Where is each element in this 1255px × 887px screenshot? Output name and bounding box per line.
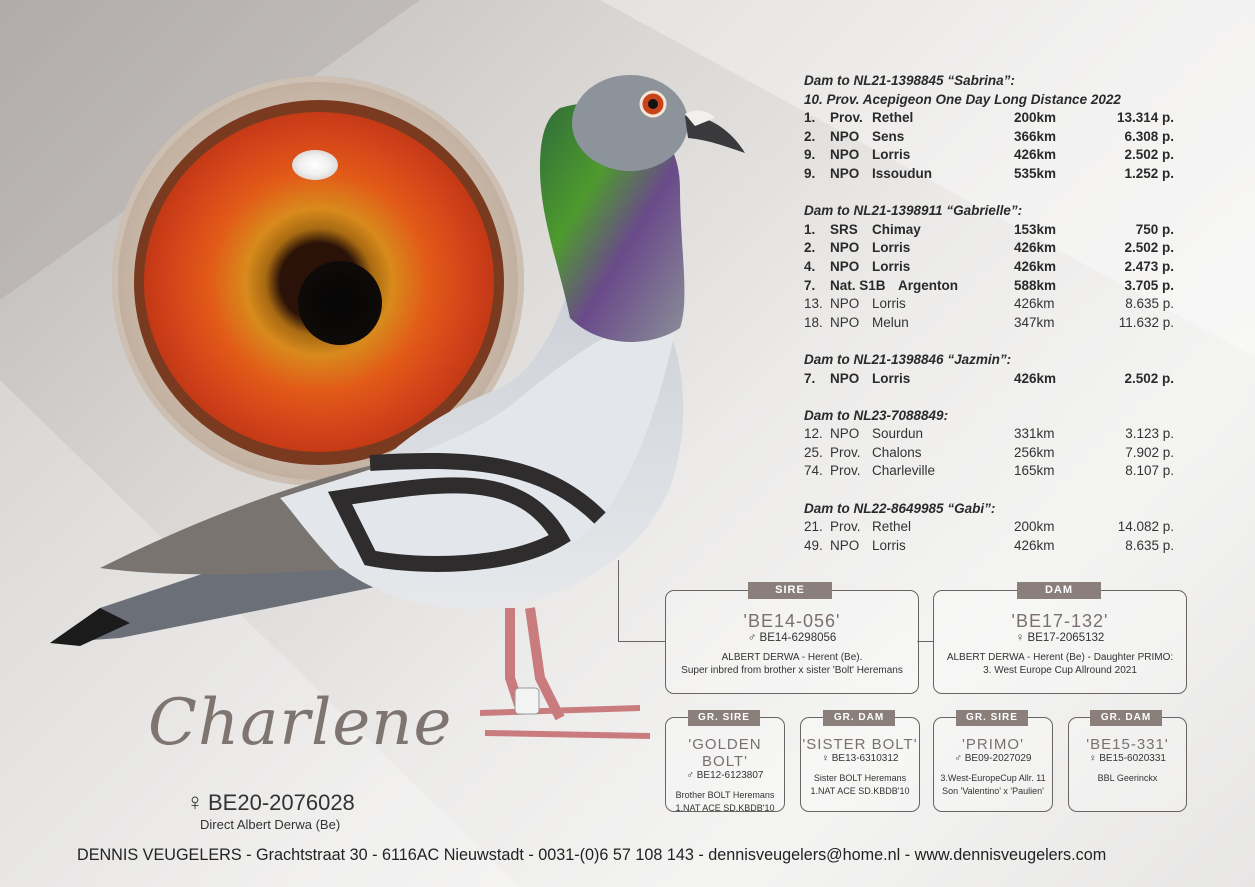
result-row [804, 239, 1184, 258]
result-group-subtitle: 10. Prov. Acepigeon One Day Long Distance 2022 [804, 91, 1121, 107]
female-symbol-icon: ♀ [821, 753, 829, 764]
male-symbol-icon: ♂ [954, 753, 962, 764]
granddam-1-box [800, 717, 920, 812]
result-place: 18. [804, 314, 823, 330]
male-symbol-icon: ♂ [686, 770, 694, 781]
grandsire-1-box [665, 717, 785, 812]
result-row [804, 109, 1184, 128]
result-class: NPO [830, 165, 860, 181]
female-symbol-icon: ♀ [186, 789, 204, 816]
dam-ring: ♀ BE17-2065132 [1015, 632, 1105, 644]
result-place: 25. [804, 444, 823, 460]
result-distance: 426km [1014, 258, 1057, 274]
result-row [804, 295, 1184, 314]
grandsire-1-desc-1: Brother BOLT Heremans [675, 790, 775, 800]
result-row [804, 518, 1184, 537]
contact-footer: DENNIS VEUGELERS - Grachtstraat 30 - 6116AC Nieuwstadt - 0031-(0)6 57 108 143 - dennisveugelers@home.nl - www.dennisveugelers.com [77, 846, 1107, 864]
result-points: 3.705 p. [1124, 277, 1174, 293]
result-points: 6.308 p. [1124, 128, 1174, 144]
result-row [804, 221, 1184, 240]
result-group-title: Dam to NL23-7088849: [804, 407, 949, 423]
result-row [804, 425, 1184, 444]
result-points: 14.082 p. [1117, 519, 1174, 535]
result-group-title: Dam to NL21-1398845 “Sabrina”: [804, 73, 1015, 88]
result-class: NPO [830, 370, 860, 386]
grandsire-1-desc-2: 1.NAT ACE SD.KBDB'10 [675, 803, 775, 813]
result-row [804, 537, 1184, 556]
result-place: 21. [804, 519, 823, 535]
pigeon-ring [186, 789, 355, 817]
result-group [804, 407, 1184, 481]
pigeon-origin: Direct Albert Derwa (Be) [200, 817, 341, 832]
results-list [804, 72, 1184, 574]
result-city: Argenton [898, 277, 958, 293]
result-row [804, 370, 1184, 389]
granddam-1-desc-1: Sister BOLT Heremans [813, 773, 907, 783]
result-city: Lorris [872, 240, 911, 256]
result-place: 4. [804, 258, 816, 274]
grandsire-1-name: 'GOLDEN BOLT' [688, 736, 762, 770]
result-distance: 426km [1014, 147, 1057, 163]
result-distance: 535km [1014, 165, 1057, 181]
result-class: NPO [830, 240, 860, 256]
grandsire-2-tag: GR. SIRE [956, 710, 1028, 726]
result-distance: 426km [1014, 240, 1057, 256]
result-city: Lorris [872, 147, 911, 163]
pigeon-ring-number: BE20-2076028 [208, 790, 355, 815]
result-place: 9. [804, 147, 816, 163]
result-points: 7.902 p. [1125, 444, 1174, 460]
result-class: SRS [830, 221, 858, 237]
result-city: Lorris [872, 370, 911, 386]
result-row [804, 444, 1184, 463]
result-place: 2. [804, 128, 816, 144]
result-distance: 347km [1014, 314, 1055, 330]
sire-name: 'BE14-056' [743, 611, 841, 631]
granddam-1-ring: ♀ BE13-6310312 [821, 753, 899, 764]
result-class: NPO [830, 296, 860, 312]
result-distance: 200km [1014, 519, 1055, 535]
result-distance: 331km [1014, 426, 1055, 442]
granddam-2-ring: ♀ BE15-6020331 [1088, 753, 1166, 764]
result-city: Chalons [872, 444, 922, 460]
result-city: Rethel [872, 519, 912, 535]
result-class: NPO [830, 314, 860, 330]
result-points: 13.314 p. [1116, 110, 1174, 126]
result-place: 74. [804, 463, 823, 479]
result-distance: 426km [1014, 537, 1055, 553]
male-symbol-icon: ♂ [747, 632, 757, 644]
result-group [804, 202, 1184, 332]
result-distance: 588km [1014, 277, 1057, 293]
granddam-2-name: 'BE15-331' [1086, 736, 1169, 753]
result-class: NPO [830, 537, 860, 553]
grandsire-2-ring: ♂ BE09-2027029 [954, 753, 1032, 764]
grandsire-2-desc-2: Son 'Valentino' x 'Paulien' [942, 786, 1044, 796]
result-distance: 426km [1014, 296, 1055, 312]
result-place: 7. [804, 370, 816, 386]
result-class: Prov. [830, 110, 863, 126]
result-distance: 426km [1014, 370, 1057, 386]
result-distance: 200km [1014, 110, 1057, 126]
dam-desc-1: ALBERT DERWA - Herent (Be) - Daughter PRIMO: [946, 652, 1174, 663]
dam-box [933, 590, 1187, 694]
dam-name: 'BE17-132' [1011, 611, 1109, 631]
granddam-1-tag: GR. DAM [823, 710, 895, 726]
result-city: Charleville [872, 463, 936, 479]
granddam-2-tag: GR. DAM [1090, 710, 1162, 726]
result-place: 49. [804, 537, 823, 553]
result-row [804, 314, 1184, 333]
result-points: 2.473 p. [1124, 258, 1174, 274]
result-group-title: Dam to NL21-1398846 “Jazmin”: [804, 351, 1012, 367]
result-row [804, 462, 1184, 481]
result-group [804, 500, 1184, 556]
granddam-2-box [1068, 717, 1187, 812]
result-points: 11.632 p. [1118, 314, 1174, 330]
result-city: Sourdun [872, 426, 924, 442]
result-group-title: Dam to NL22-8649985 “Gabi”: [804, 500, 996, 516]
result-row [804, 146, 1184, 165]
result-city: Chimay [872, 221, 921, 237]
result-place: 1. [804, 221, 816, 237]
result-row [804, 258, 1184, 277]
granddam-1-desc-2: 1.NAT ACE SD.KBDB'10 [810, 786, 910, 796]
dam-desc-2: 3. West Europe Cup Allround 2021 [983, 665, 1137, 676]
result-group [804, 351, 1184, 388]
result-points: 3.123 p. [1125, 426, 1174, 442]
result-class: Prov. [830, 444, 861, 460]
result-row [804, 165, 1184, 184]
female-symbol-icon: ♀ [1015, 632, 1025, 644]
sire-tag: SIRE [748, 582, 832, 599]
result-place: 7. [804, 277, 816, 293]
result-city: Lorris [872, 258, 911, 274]
result-distance: 256km [1014, 444, 1055, 460]
connector-line [618, 641, 665, 642]
sire-ring: ♂ BE14-6298056 [747, 632, 837, 644]
result-row [804, 128, 1184, 147]
sire-box [665, 590, 919, 694]
result-place: 1. [804, 110, 816, 126]
grandsire-1-ring: ♂ BE12-6123807 [686, 770, 764, 781]
female-symbol-icon: ♀ [1088, 753, 1097, 764]
result-class: Nat. S1B [830, 277, 886, 293]
result-class: NPO [830, 147, 860, 163]
result-points: 8.107 p. [1125, 463, 1174, 479]
result-city: Lorris [872, 537, 906, 553]
result-place: 2. [804, 240, 816, 256]
result-place: 9. [804, 165, 816, 181]
result-class: NPO [830, 426, 860, 442]
result-points: 2.502 p. [1124, 370, 1174, 386]
result-points: 1.252 p. [1124, 165, 1174, 181]
pigeon-image [40, 68, 760, 768]
dam-tag: DAM [1017, 582, 1101, 599]
result-city: Rethel [872, 110, 914, 126]
result-points: 8.635 p. [1125, 537, 1174, 553]
sire-desc-2: Super inbred from brother x sister 'Bolt' Heremans [681, 665, 903, 676]
result-city: Sens [872, 128, 905, 144]
sire-desc-1: ALBERT DERWA - Herent (Be). [721, 652, 863, 663]
result-points: 2.502 p. [1124, 240, 1174, 256]
result-distance: 366km [1014, 128, 1057, 144]
result-points: 750 p. [1135, 221, 1174, 237]
result-city: Issoudun [872, 165, 932, 181]
result-group [804, 72, 1184, 184]
result-distance: 153km [1014, 221, 1057, 237]
result-class: NPO [830, 128, 860, 144]
result-place: 13. [804, 296, 823, 312]
result-class: NPO [830, 258, 860, 274]
result-row [804, 277, 1184, 296]
result-class: Prov. [830, 519, 861, 535]
grandsire-1-tag: GR. SIRE [688, 710, 760, 726]
result-class: Prov. [830, 463, 861, 479]
connector-line [618, 560, 619, 642]
grandsire-2-box [933, 717, 1053, 812]
result-group-title: Dam to NL21-1398911 “Gabrielle”: [804, 203, 1023, 219]
pigeon-name: Charlene [148, 686, 453, 760]
granddam-2-desc-1: BBL Geerinckx [1097, 773, 1158, 783]
result-points: 8.635 p. [1125, 296, 1174, 312]
connector-line [917, 641, 934, 642]
granddam-1-name: 'SISTER BOLT' [802, 736, 918, 753]
result-points: 2.502 p. [1124, 147, 1174, 163]
result-distance: 165km [1014, 463, 1055, 479]
result-city: Lorris [872, 296, 906, 312]
grandsire-2-name: 'PRIMO' [962, 736, 1024, 753]
result-city: Melun [872, 314, 909, 330]
result-place: 12. [804, 426, 823, 442]
grandsire-2-desc-1: 3.West-EuropeCup Allr. 11 [940, 773, 1046, 783]
